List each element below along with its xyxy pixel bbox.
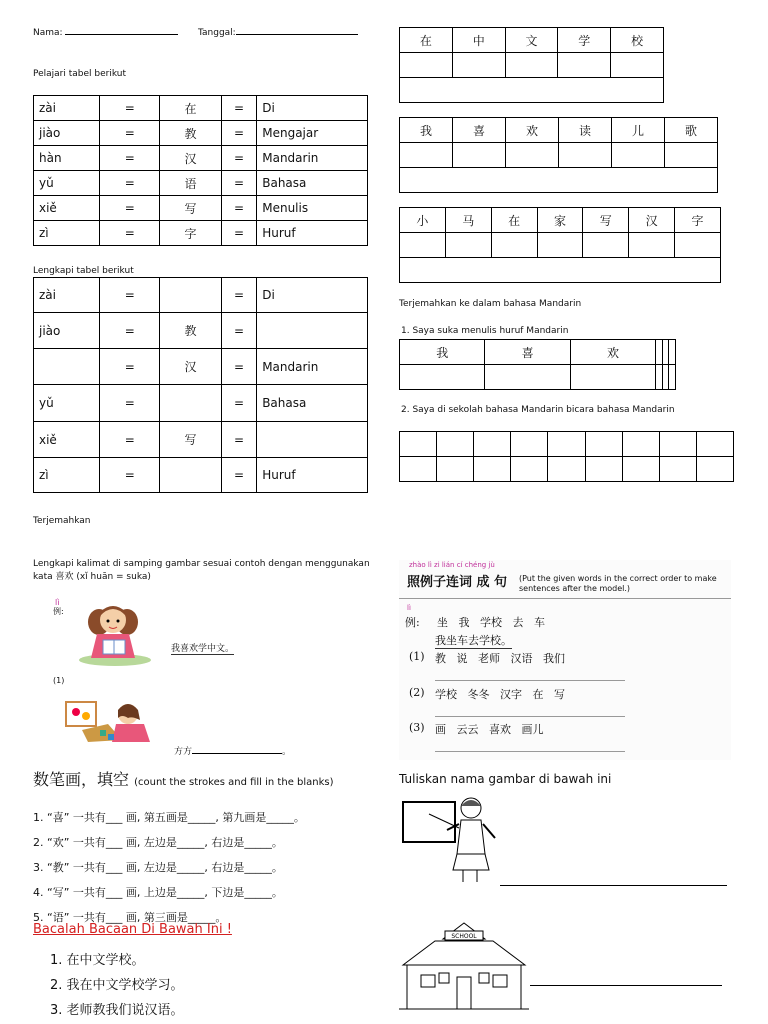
reading-line: 1. 在中文学校。	[50, 953, 145, 968]
name-field[interactable]	[33, 28, 178, 38]
grid-char-cell: 学	[558, 28, 611, 53]
grid-char-cell: 文	[505, 28, 558, 53]
complete-table[interactable]	[33, 277, 368, 493]
q2-row	[400, 457, 734, 482]
grid-write-cell[interactable]	[445, 233, 491, 258]
cell-eq2: =	[221, 349, 256, 385]
order-answer-line[interactable]	[435, 751, 625, 752]
translate-title: Terjemahkan	[33, 516, 91, 526]
strokes-title: 数笔画，填空	[33, 770, 130, 789]
q2-cell[interactable]	[511, 457, 548, 482]
cell-hanzi: 教	[160, 313, 222, 349]
grid-char-cell: 写	[583, 208, 629, 233]
grid-write-row	[400, 233, 721, 258]
q2-cell[interactable]	[622, 432, 659, 457]
example-pinyin: lì	[55, 598, 60, 607]
item1-blank[interactable]	[192, 753, 282, 754]
cell-eq2: =	[221, 385, 256, 422]
grid-write-cell[interactable]	[452, 53, 505, 78]
cell-meaning: Mandarin	[257, 349, 368, 385]
cell-eq1: =	[100, 458, 160, 493]
cell-hanzi: 语	[160, 171, 222, 196]
cell-pinyin: zì	[34, 458, 100, 493]
q2-cell[interactable]	[696, 432, 733, 457]
grid-char-row	[400, 118, 718, 143]
q2-cell[interactable]	[474, 432, 511, 457]
order-example-words: 坐 我 学校 去 车	[437, 616, 545, 629]
cell-eq1: =	[100, 121, 160, 146]
order-example-answer: 我坐车去学校。	[435, 634, 512, 647]
q2-cell[interactable]	[622, 457, 659, 482]
grid-char-cell: 歌	[665, 118, 718, 143]
order-example-label: 例:	[405, 616, 420, 629]
cell-meaning: Mengajar	[257, 121, 368, 146]
q2-cell[interactable]	[548, 432, 585, 457]
cell-eq2: =	[221, 422, 256, 458]
cell-eq1: =	[100, 146, 160, 171]
cell-meaning: Huruf	[257, 221, 368, 246]
order-answer-line[interactable]	[435, 716, 625, 717]
grid-write-cell[interactable]	[558, 53, 611, 78]
cell-eq1: =	[100, 313, 160, 349]
strokes-list	[33, 805, 305, 930]
reading-line: 3. 老师教我们说汉语。	[50, 1003, 184, 1018]
cell-pinyin: jiào	[34, 313, 100, 349]
cell-eq1: =	[100, 171, 160, 196]
strokes-heading	[33, 767, 334, 790]
grid-sentence-cell[interactable]	[400, 258, 721, 283]
q1-cell[interactable]	[400, 365, 485, 390]
grid-write-cell[interactable]	[665, 143, 718, 168]
cell-eq1: =	[100, 278, 160, 313]
cell-hanzi: 教	[160, 121, 222, 146]
grid-char-cell: 字	[675, 208, 721, 233]
q2-cell[interactable]	[437, 457, 474, 482]
grid-char-cell: 喜	[453, 118, 506, 143]
cell-meaning: Mandarin	[257, 146, 368, 171]
stroke-question: 5. “语” 一共有___ 画, 第三画是_____。	[33, 911, 227, 924]
q2-cell[interactable]	[400, 432, 437, 457]
order-title-pinyin: zhào lì zi lián cí chéng jù	[409, 561, 495, 569]
grid-sentence-row	[400, 78, 664, 103]
order-item-words: 教 说 老师 汉语 我们	[435, 652, 565, 665]
grid-sentence-row	[400, 258, 721, 283]
cell-meaning: Bahasa	[257, 171, 368, 196]
reading-line: 2. 我在中文学校学习。	[50, 978, 184, 993]
order-divider	[399, 598, 731, 599]
table-row	[34, 278, 368, 313]
word-order-worksheet	[399, 560, 731, 760]
cell-meaning[interactable]	[257, 313, 368, 349]
grid-write-cell[interactable]	[453, 143, 506, 168]
grid-zai-zhongwen-xuexiao[interactable]	[399, 27, 664, 103]
cell-meaning: Bahasa	[257, 385, 368, 422]
table-row	[34, 121, 368, 146]
q2-cell[interactable]	[511, 432, 548, 457]
grid-xiaoma-zaijia-xie-hanzi[interactable]	[399, 207, 721, 283]
cell-meaning: Di	[257, 278, 368, 313]
grid-write-cell[interactable]	[537, 233, 583, 258]
item1-label: (1)	[53, 676, 65, 685]
teacher-illustration	[399, 794, 509, 886]
instruction-line1: Lengkapi kalimat di samping gambar sesuai contoh dengan menggunakan	[33, 559, 370, 569]
q1-cell[interactable]	[485, 365, 570, 390]
cell-meaning: Menulis	[257, 196, 368, 221]
grid-sentence-row	[400, 168, 718, 193]
cell-hanzi: 汉	[160, 349, 222, 385]
instruction-line2: kata 喜欢 (xǐ huān = suka)	[33, 572, 151, 582]
cell-eq1: =	[100, 385, 160, 422]
section2-title: Lengkapi tabel berikut	[33, 266, 134, 276]
grid-char-cell: 校	[611, 28, 664, 53]
grid-sentence-cell[interactable]	[400, 168, 718, 193]
example-label: 例:	[53, 607, 64, 616]
date-blank[interactable]	[236, 34, 358, 35]
cell-eq2: =	[221, 146, 256, 171]
cell-meaning[interactable]	[257, 422, 368, 458]
cell-hanzi[interactable]	[160, 278, 222, 313]
grid-write-cell[interactable]	[612, 143, 665, 168]
example-sentence: 我喜欢学中文。	[171, 641, 234, 655]
cell-pinyin[interactable]	[34, 349, 100, 385]
cell-pinyin: xiě	[34, 196, 100, 221]
grid-char-cell: 小	[400, 208, 446, 233]
q1-row	[400, 340, 676, 365]
picture-title: Tuliskan nama gambar di bawah ini	[399, 772, 612, 786]
q1-cell: 喜	[485, 340, 570, 365]
cell-eq1: =	[100, 196, 160, 221]
girl-reading-illustration	[75, 600, 157, 668]
cell-hanzi: 写	[160, 422, 222, 458]
stroke-question: 2. “欢” 一共有___ 画, 左边是_____, 右边是_____。	[33, 836, 283, 849]
grid-write-cell[interactable]	[611, 53, 664, 78]
translate-mandarin-title: Terjemahkan ke dalam bahasa Mandarin	[399, 299, 582, 309]
item1-period: 。	[282, 747, 292, 757]
teacher-answer-line[interactable]	[500, 885, 727, 886]
q2-cell[interactable]	[437, 432, 474, 457]
grid-char-cell: 在	[491, 208, 537, 233]
grid-write-row	[400, 53, 664, 78]
cell-eq2: =	[221, 458, 256, 493]
grid-sentence-cell[interactable]	[400, 78, 664, 103]
table-row	[34, 385, 368, 422]
cell-eq2: =	[221, 221, 256, 246]
grid-char-cell: 汉	[629, 208, 675, 233]
q2-cell[interactable]	[659, 457, 696, 482]
order-item-words: 学校 冬冬 汉字 在 写	[435, 688, 565, 701]
cell-meaning: Di	[257, 96, 368, 121]
study-table	[33, 95, 368, 246]
stroke-question: 4. “写” 一共有___ 画, 上边是_____, 下边是_____。	[33, 886, 283, 899]
q2-cell[interactable]	[585, 432, 622, 457]
grid-char-cell: 家	[537, 208, 583, 233]
q1-cell[interactable]	[669, 340, 676, 365]
cell-eq2: =	[221, 278, 256, 313]
cell-pinyin: zì	[34, 221, 100, 246]
q1-cell[interactable]	[669, 365, 676, 390]
order-answer-line[interactable]	[435, 680, 625, 681]
grid-wo-xihuan-du-erge[interactable]	[399, 117, 718, 193]
table-row	[34, 349, 368, 385]
grid-char-cell: 我	[400, 118, 453, 143]
cell-eq2: =	[221, 171, 256, 196]
table-row	[34, 96, 368, 121]
translate-q2: 2. Saya di sekolah bahasa Mandarin bicara bahasa Mandarin	[401, 405, 675, 415]
school-illustration	[399, 917, 529, 1017]
cell-eq2: =	[221, 121, 256, 146]
cell-hanzi: 汉	[160, 146, 222, 171]
order-title: 照例子连词 成 句	[407, 575, 508, 590]
grid-write-cell[interactable]	[400, 143, 453, 168]
table-row	[34, 146, 368, 171]
school-sign-text: SCHOOL	[451, 933, 477, 940]
grid-write-cell[interactable]	[675, 233, 721, 258]
q2-cell[interactable]	[696, 457, 733, 482]
q2-cell[interactable]	[548, 457, 585, 482]
order-instruction: (Put the given words in the correct order to make sentences after the model.)	[519, 574, 717, 593]
q1-cell[interactable]	[570, 365, 655, 390]
q1-cell: 欢	[570, 340, 655, 365]
cell-eq2: =	[221, 96, 256, 121]
order-item-label: (1)	[409, 650, 425, 663]
cell-hanzi[interactable]	[160, 458, 222, 493]
strokes-subtitle: (count the strokes and fill in the blanks)	[134, 777, 334, 788]
table-row	[34, 171, 368, 196]
q2-cell[interactable]	[474, 457, 511, 482]
q2-row	[400, 432, 734, 457]
cell-eq1: =	[100, 349, 160, 385]
order-item-label: (3)	[409, 721, 425, 734]
item1-sentence	[174, 744, 291, 757]
cell-hanzi: 在	[160, 96, 222, 121]
grid-write-row	[400, 143, 718, 168]
stroke-question: 3. “教” 一共有___ 画, 左边是_____, 右边是_____。	[33, 861, 283, 874]
grid-write-cell[interactable]	[400, 53, 453, 78]
cell-pinyin: hàn	[34, 146, 100, 171]
table-row	[34, 422, 368, 458]
q2-cell[interactable]	[400, 457, 437, 482]
grid-write-cell[interactable]	[400, 233, 446, 258]
q1-answer-grid[interactable]	[399, 339, 676, 390]
grid-write-cell[interactable]	[583, 233, 629, 258]
grid-write-cell[interactable]	[559, 143, 612, 168]
cell-hanzi: 字	[160, 221, 222, 246]
section1-title: Pelajari tabel berikut	[33, 69, 127, 79]
grid-char-cell: 欢	[506, 118, 559, 143]
grid-char-row	[400, 28, 664, 53]
grid-char-cell: 在	[400, 28, 453, 53]
stroke-question: 1. “喜” 一共有___ 画, 第五画是_____, 第九画是_____。	[33, 811, 305, 824]
school-answer-line[interactable]	[530, 985, 722, 986]
cell-eq1: =	[100, 96, 160, 121]
q2-cell[interactable]	[659, 432, 696, 457]
cell-hanzi: 写	[160, 196, 222, 221]
cell-hanzi[interactable]	[160, 385, 222, 422]
cell-pinyin: zài	[34, 278, 100, 313]
cell-eq2: =	[221, 313, 256, 349]
table-row	[34, 196, 368, 221]
grid-write-cell[interactable]	[505, 53, 558, 78]
cell-eq2: =	[221, 196, 256, 221]
girl-painting-illustration	[62, 696, 158, 746]
name-label: Nama:	[33, 28, 66, 38]
cell-meaning: Huruf	[257, 458, 368, 493]
sentence-instruction	[33, 558, 370, 584]
q1-cell: 我	[400, 340, 485, 365]
reading-title: Bacalah Bacaan Di Bawah Ini !	[33, 922, 232, 937]
grid-char-row	[400, 208, 721, 233]
q1-row	[400, 365, 676, 390]
grid-write-cell[interactable]	[491, 233, 537, 258]
table-row	[34, 313, 368, 349]
cell-eq1: =	[100, 422, 160, 458]
cell-pinyin: xiě	[34, 422, 100, 458]
translate-q1: 1. Saya suka menulis huruf Mandarin	[401, 326, 569, 336]
name-blank[interactable]	[65, 34, 178, 35]
order-item-label: (2)	[409, 686, 425, 699]
cell-pinyin: yǔ	[34, 385, 100, 422]
cell-pinyin: zài	[34, 96, 100, 121]
date-label: Tanggal:	[198, 28, 236, 38]
grid-write-cell[interactable]	[506, 143, 559, 168]
reading-list	[50, 948, 184, 1023]
q2-cell[interactable]	[585, 457, 622, 482]
order-item-words: 画 云云 喜欢 画儿	[435, 723, 544, 736]
grid-char-cell: 儿	[612, 118, 665, 143]
q2-answer-grid[interactable]	[399, 431, 734, 482]
example-marker	[53, 598, 64, 616]
order-example-pinyin: lì	[407, 604, 411, 612]
item1-subject: 方方	[174, 747, 193, 757]
grid-char-cell: 读	[559, 118, 612, 143]
grid-char-cell: 马	[445, 208, 491, 233]
table-row	[34, 458, 368, 493]
grid-write-cell[interactable]	[629, 233, 675, 258]
table-row	[34, 221, 368, 246]
cell-eq1: =	[100, 221, 160, 246]
date-field[interactable]	[198, 28, 358, 38]
cell-pinyin: jiào	[34, 121, 100, 146]
grid-char-cell: 中	[452, 28, 505, 53]
cell-pinyin: yǔ	[34, 171, 100, 196]
